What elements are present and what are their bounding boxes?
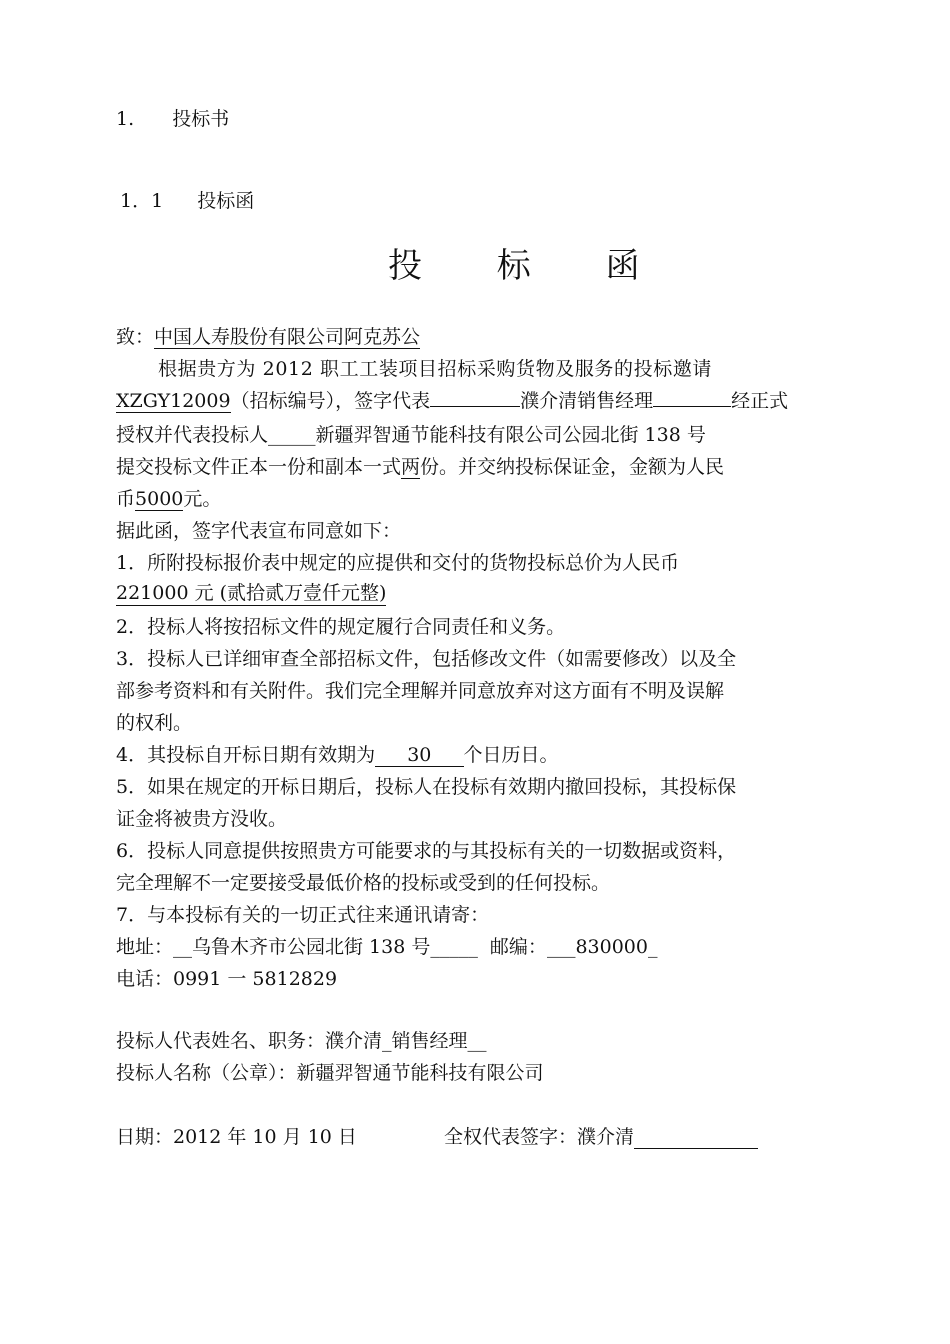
- heading-2-number: 1．1: [120, 190, 164, 212]
- intro-line-5c: 元。: [183, 488, 222, 510]
- item-5-line-2: 证金将被贵方没收。: [116, 808, 288, 830]
- intro-line-1: 根据贵方为 2012 职工工装项目招标采购货物及服务的投标邀请: [158, 358, 713, 380]
- item-5-line-1: 5．如果在规定的开标日期后，投标人在投标有效期内撤回投标，其投标保: [116, 776, 737, 798]
- blank-line: [653, 392, 731, 407]
- phone-line: 电话：0991 一 5812829: [116, 968, 338, 990]
- item-7: 7．与本投标有关的一切正式往来通讯请寄：: [116, 904, 490, 926]
- signature-label: 全权代表签字：濮介清: [444, 1126, 635, 1148]
- intro-line-5: [116, 484, 221, 511]
- signature-line: [444, 1122, 758, 1149]
- total-price: 221000 元 (贰拾贰万壹仟元整): [116, 578, 386, 606]
- item-3-line-2: 部参考资料和有关附件。我们完全理解并同意放弃对这方面有不明及误解: [116, 680, 725, 702]
- item-1-line-1: 1．所附投标报价表中规定的应提供和交付的货物投标总价为人民币: [116, 552, 680, 574]
- intro-line-2: [116, 386, 788, 413]
- company-line: 投标人名称（公章）：新疆羿智通节能科技有限公司: [116, 1062, 544, 1084]
- signatory-name: 濮介清销售经理: [520, 390, 654, 412]
- heading-2: [120, 186, 254, 213]
- item-4: [116, 740, 559, 767]
- signature-blank: [634, 1128, 758, 1149]
- date-line: 日期：2012 年 10 月 10 日: [116, 1126, 357, 1148]
- item-3-line-1: 3．投标人已详细审查全部招标文件，包括修改文件（如需要修改）以及全: [116, 648, 737, 670]
- addressee-line: [116, 322, 420, 349]
- intro-line-4: [116, 452, 724, 479]
- intro-line-5a: 币: [116, 488, 136, 510]
- item-2: 2．投标人将按招标文件的规定履行合同责任和义务。: [116, 616, 566, 638]
- letter-title: 投 标 函: [388, 246, 672, 286]
- heading-1-number: 1.: [116, 108, 135, 130]
- address-line: [116, 932, 657, 959]
- intro-line-4a: 提交投标文件正本一份和副本一式: [116, 456, 402, 478]
- heading-1: [116, 104, 229, 131]
- intro-line-2-end: 经正式: [731, 390, 789, 412]
- deposit-amount: 5000: [135, 488, 184, 510]
- item-6-line-1: 6．投标人同意提供按照贵方可能要求的与其投标有关的一切数据或资料，: [116, 840, 737, 862]
- addressee-name: 中国人寿股份有限公司阿克苏公: [154, 326, 421, 348]
- validity-days: 30: [375, 744, 463, 767]
- intro-line-4c: 份。并交纳投标保证金，金额为人民: [420, 456, 725, 478]
- intro-line-3: 授权并代表投标人_____新疆羿智通节能科技有限公司公园北街 138 号: [116, 424, 706, 446]
- heading-2-text: 投标函: [197, 190, 255, 212]
- item-4a: 4．其投标自开标日期有效期为: [116, 744, 376, 766]
- item-3-line-3: 的权利。: [116, 712, 193, 734]
- item-4c: 个日历日。: [463, 744, 559, 766]
- zip-value: ___830000_: [546, 936, 658, 958]
- declaration: 据此函，签字代表宣布同意如下：: [116, 520, 402, 542]
- copy-count: 两: [401, 456, 421, 478]
- address-label: 地址：: [116, 936, 174, 958]
- blank-line: [430, 392, 520, 407]
- tender-number: XZGY12009: [116, 390, 231, 412]
- address-value: __乌鲁木齐市公园北街 138 号_____: [173, 936, 478, 958]
- heading-1-text: 投标书: [172, 108, 230, 130]
- item-6-line-2: 完全理解不一定要接受最低价格的投标或受到的任何投标。: [116, 872, 611, 894]
- zip-label: 邮编：: [489, 936, 547, 958]
- addressee-prefix: 致：: [116, 326, 155, 348]
- intro-line-2-mid: （招标编号），签字代表: [230, 390, 431, 412]
- representative-line: 投标人代表姓名、职务：濮介清_销售经理__: [116, 1030, 487, 1052]
